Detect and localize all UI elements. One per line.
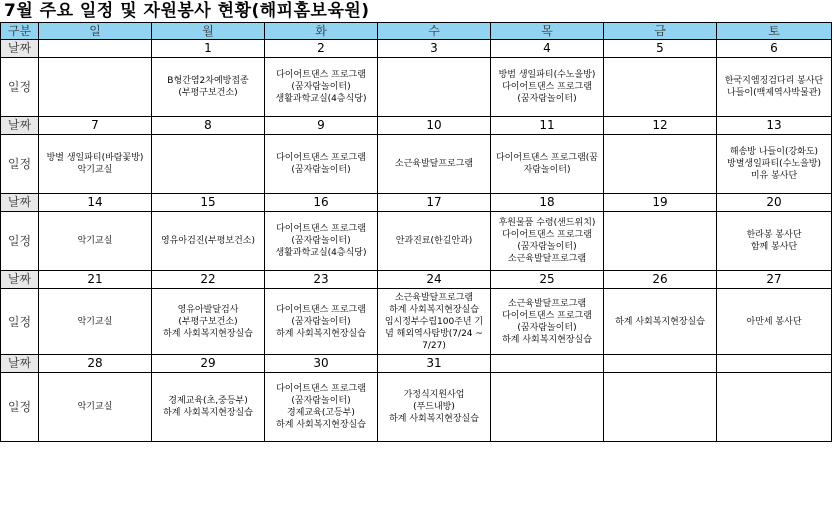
date-cell: 14 bbox=[39, 194, 152, 212]
date-row-label: 날짜 bbox=[1, 40, 39, 58]
event-cell: 소근육발달프로그램 하계 사회복지현장실습 임시정부수립100주년 기 념 해외역사탐방(7/24 ~ 7/27) bbox=[378, 289, 491, 355]
date-cell: 29 bbox=[152, 355, 265, 373]
date-cell: 31 bbox=[378, 355, 491, 373]
date-cell: 22 bbox=[152, 271, 265, 289]
header-day-thu: 목 bbox=[491, 23, 604, 40]
header-row bbox=[1, 23, 832, 40]
event-cell: 소근육발달프로그램 다이어트댄스 프로그램 (꿈자람놀이터) 하계 사회복지현장실습 bbox=[491, 289, 604, 355]
date-cell: 21 bbox=[39, 271, 152, 289]
date-cell: 24 bbox=[378, 271, 491, 289]
date-cell: 26 bbox=[604, 271, 717, 289]
event-cell: 다이어트댄스 프로그램 (꿈자람놀이터) 경제교육(고등부) 하계 사회복지현장실습 bbox=[265, 373, 378, 442]
event-cell: 다이어트댄스 프로그램(꿈 자람놀이터) bbox=[491, 135, 604, 194]
date-cell: 17 bbox=[378, 194, 491, 212]
date-cell: 15 bbox=[152, 194, 265, 212]
date-row bbox=[1, 355, 832, 373]
event-cell bbox=[604, 373, 717, 442]
event-cell: 방별 생일파티(바람꽃방) 악기교실 bbox=[39, 135, 152, 194]
event-cell bbox=[604, 58, 717, 117]
header-day-sun: 일 bbox=[39, 23, 152, 40]
event-cell: 다이어트댄스 프로그램 (꿈자람놀이터) 생활과학교실(4층식당) bbox=[265, 58, 378, 117]
date-row-label: 날짜 bbox=[1, 194, 39, 212]
event-cell: 악기교실 bbox=[39, 212, 152, 271]
event-cell: 한라봉 봉사단 함께 봉사단 bbox=[717, 212, 832, 271]
event-cell bbox=[152, 135, 265, 194]
event-cell: 방범 생일파티(수노을방) 다이어트댄스 프로그램 (꿈자람놀이터) bbox=[491, 58, 604, 117]
date-cell: 25 bbox=[491, 271, 604, 289]
event-cell: 소근육발달프로그램 bbox=[378, 135, 491, 194]
date-cell: 30 bbox=[265, 355, 378, 373]
schedule-row bbox=[1, 289, 832, 355]
event-cell: 영유아검진(부평보건소) bbox=[152, 212, 265, 271]
event-cell: 하계 사회복지현장실습 bbox=[604, 289, 717, 355]
date-row bbox=[1, 40, 832, 58]
date-row bbox=[1, 271, 832, 289]
schedule-row bbox=[1, 135, 832, 194]
event-cell: 안과진료(한길안과) bbox=[378, 212, 491, 271]
event-cell bbox=[491, 373, 604, 442]
event-cell: 아만세 봉사단 bbox=[717, 289, 832, 355]
date-cell bbox=[491, 355, 604, 373]
date-cell: 7 bbox=[39, 117, 152, 135]
event-cell bbox=[604, 135, 717, 194]
date-cell: 5 bbox=[604, 40, 717, 58]
event-cell: 다이어트댄스 프로그램 (꿈자람놀이터) 하계 사회복지현장실습 bbox=[265, 289, 378, 355]
date-cell: 27 bbox=[717, 271, 832, 289]
date-row-label: 날짜 bbox=[1, 117, 39, 135]
date-cell: 13 bbox=[717, 117, 832, 135]
date-cell: 19 bbox=[604, 194, 717, 212]
event-cell: B형간염2차예방접종 (부평구보건소) bbox=[152, 58, 265, 117]
date-cell: 10 bbox=[378, 117, 491, 135]
schedule-row bbox=[1, 212, 832, 271]
header-day-fri: 금 bbox=[604, 23, 717, 40]
date-cell bbox=[717, 355, 832, 373]
schedule-row-label: 일정 bbox=[1, 212, 39, 271]
event-cell bbox=[378, 58, 491, 117]
header-day-sat: 토 bbox=[717, 23, 832, 40]
date-cell: 1 bbox=[152, 40, 265, 58]
schedule-row-label: 일정 bbox=[1, 289, 39, 355]
event-cell: 다이어트댄스 프로그램 (꿈자람놀이터) bbox=[265, 135, 378, 194]
date-cell: 9 bbox=[265, 117, 378, 135]
date-row-label: 날짜 bbox=[1, 271, 39, 289]
date-cell: 28 bbox=[39, 355, 152, 373]
header-day-tue: 화 bbox=[265, 23, 378, 40]
event-cell: 가정식지원사업 (푸드내방) 하계 사회복지현장실습 bbox=[378, 373, 491, 442]
date-row bbox=[1, 194, 832, 212]
event-cell: 영유아발달검사 (부평구보건소) 하계 사회복지현장실습 bbox=[152, 289, 265, 355]
date-cell bbox=[604, 355, 717, 373]
header-day-mon: 월 bbox=[152, 23, 265, 40]
date-row-label: 날짜 bbox=[1, 355, 39, 373]
date-cell: 8 bbox=[152, 117, 265, 135]
event-cell: 한국지엠징검다리 봉사단 나들이(백제역사박물관) bbox=[717, 58, 832, 117]
date-cell: 12 bbox=[604, 117, 717, 135]
schedule-row-label: 일정 bbox=[1, 135, 39, 194]
date-cell: 16 bbox=[265, 194, 378, 212]
date-cell: 6 bbox=[717, 40, 832, 58]
schedule-row bbox=[1, 373, 832, 442]
date-cell: 4 bbox=[491, 40, 604, 58]
date-cell bbox=[39, 40, 152, 58]
header-day-wed: 수 bbox=[378, 23, 491, 40]
schedule-row-label: 일정 bbox=[1, 373, 39, 442]
event-cell: 악기교실 bbox=[39, 289, 152, 355]
date-cell: 20 bbox=[717, 194, 832, 212]
header-corner: 구분 bbox=[1, 23, 39, 40]
date-cell: 18 bbox=[491, 194, 604, 212]
date-cell: 2 bbox=[265, 40, 378, 58]
event-cell: 경제교육(초,중등부) 하계 사회복지현장실습 bbox=[152, 373, 265, 442]
page-title: 7월 주요 일정 및 자원봉사 현황(해피홈보육원) bbox=[4, 1, 370, 21]
event-cell bbox=[39, 58, 152, 117]
date-cell: 11 bbox=[491, 117, 604, 135]
event-cell: 다이어트댄스 프로그램 (꿈자람놀이터) 생활과학교실(4층식당) bbox=[265, 212, 378, 271]
event-cell bbox=[717, 373, 832, 442]
schedule-row-label: 일정 bbox=[1, 58, 39, 117]
date-cell: 23 bbox=[265, 271, 378, 289]
event-cell: 해송방 나들이(강화도) 방별생일파티(수노을방) 미유 봉사단 bbox=[717, 135, 832, 194]
date-row bbox=[1, 117, 832, 135]
event-cell bbox=[604, 212, 717, 271]
schedule-table bbox=[0, 22, 832, 442]
schedule-row bbox=[1, 58, 832, 117]
event-cell: 악기교실 bbox=[39, 373, 152, 442]
event-cell: 후원물품 수령(샌드위치) 다이어트댄스 프로그램 (꿈자람놀이터) 소근육발달프로그램 bbox=[491, 212, 604, 271]
date-cell: 3 bbox=[378, 40, 491, 58]
